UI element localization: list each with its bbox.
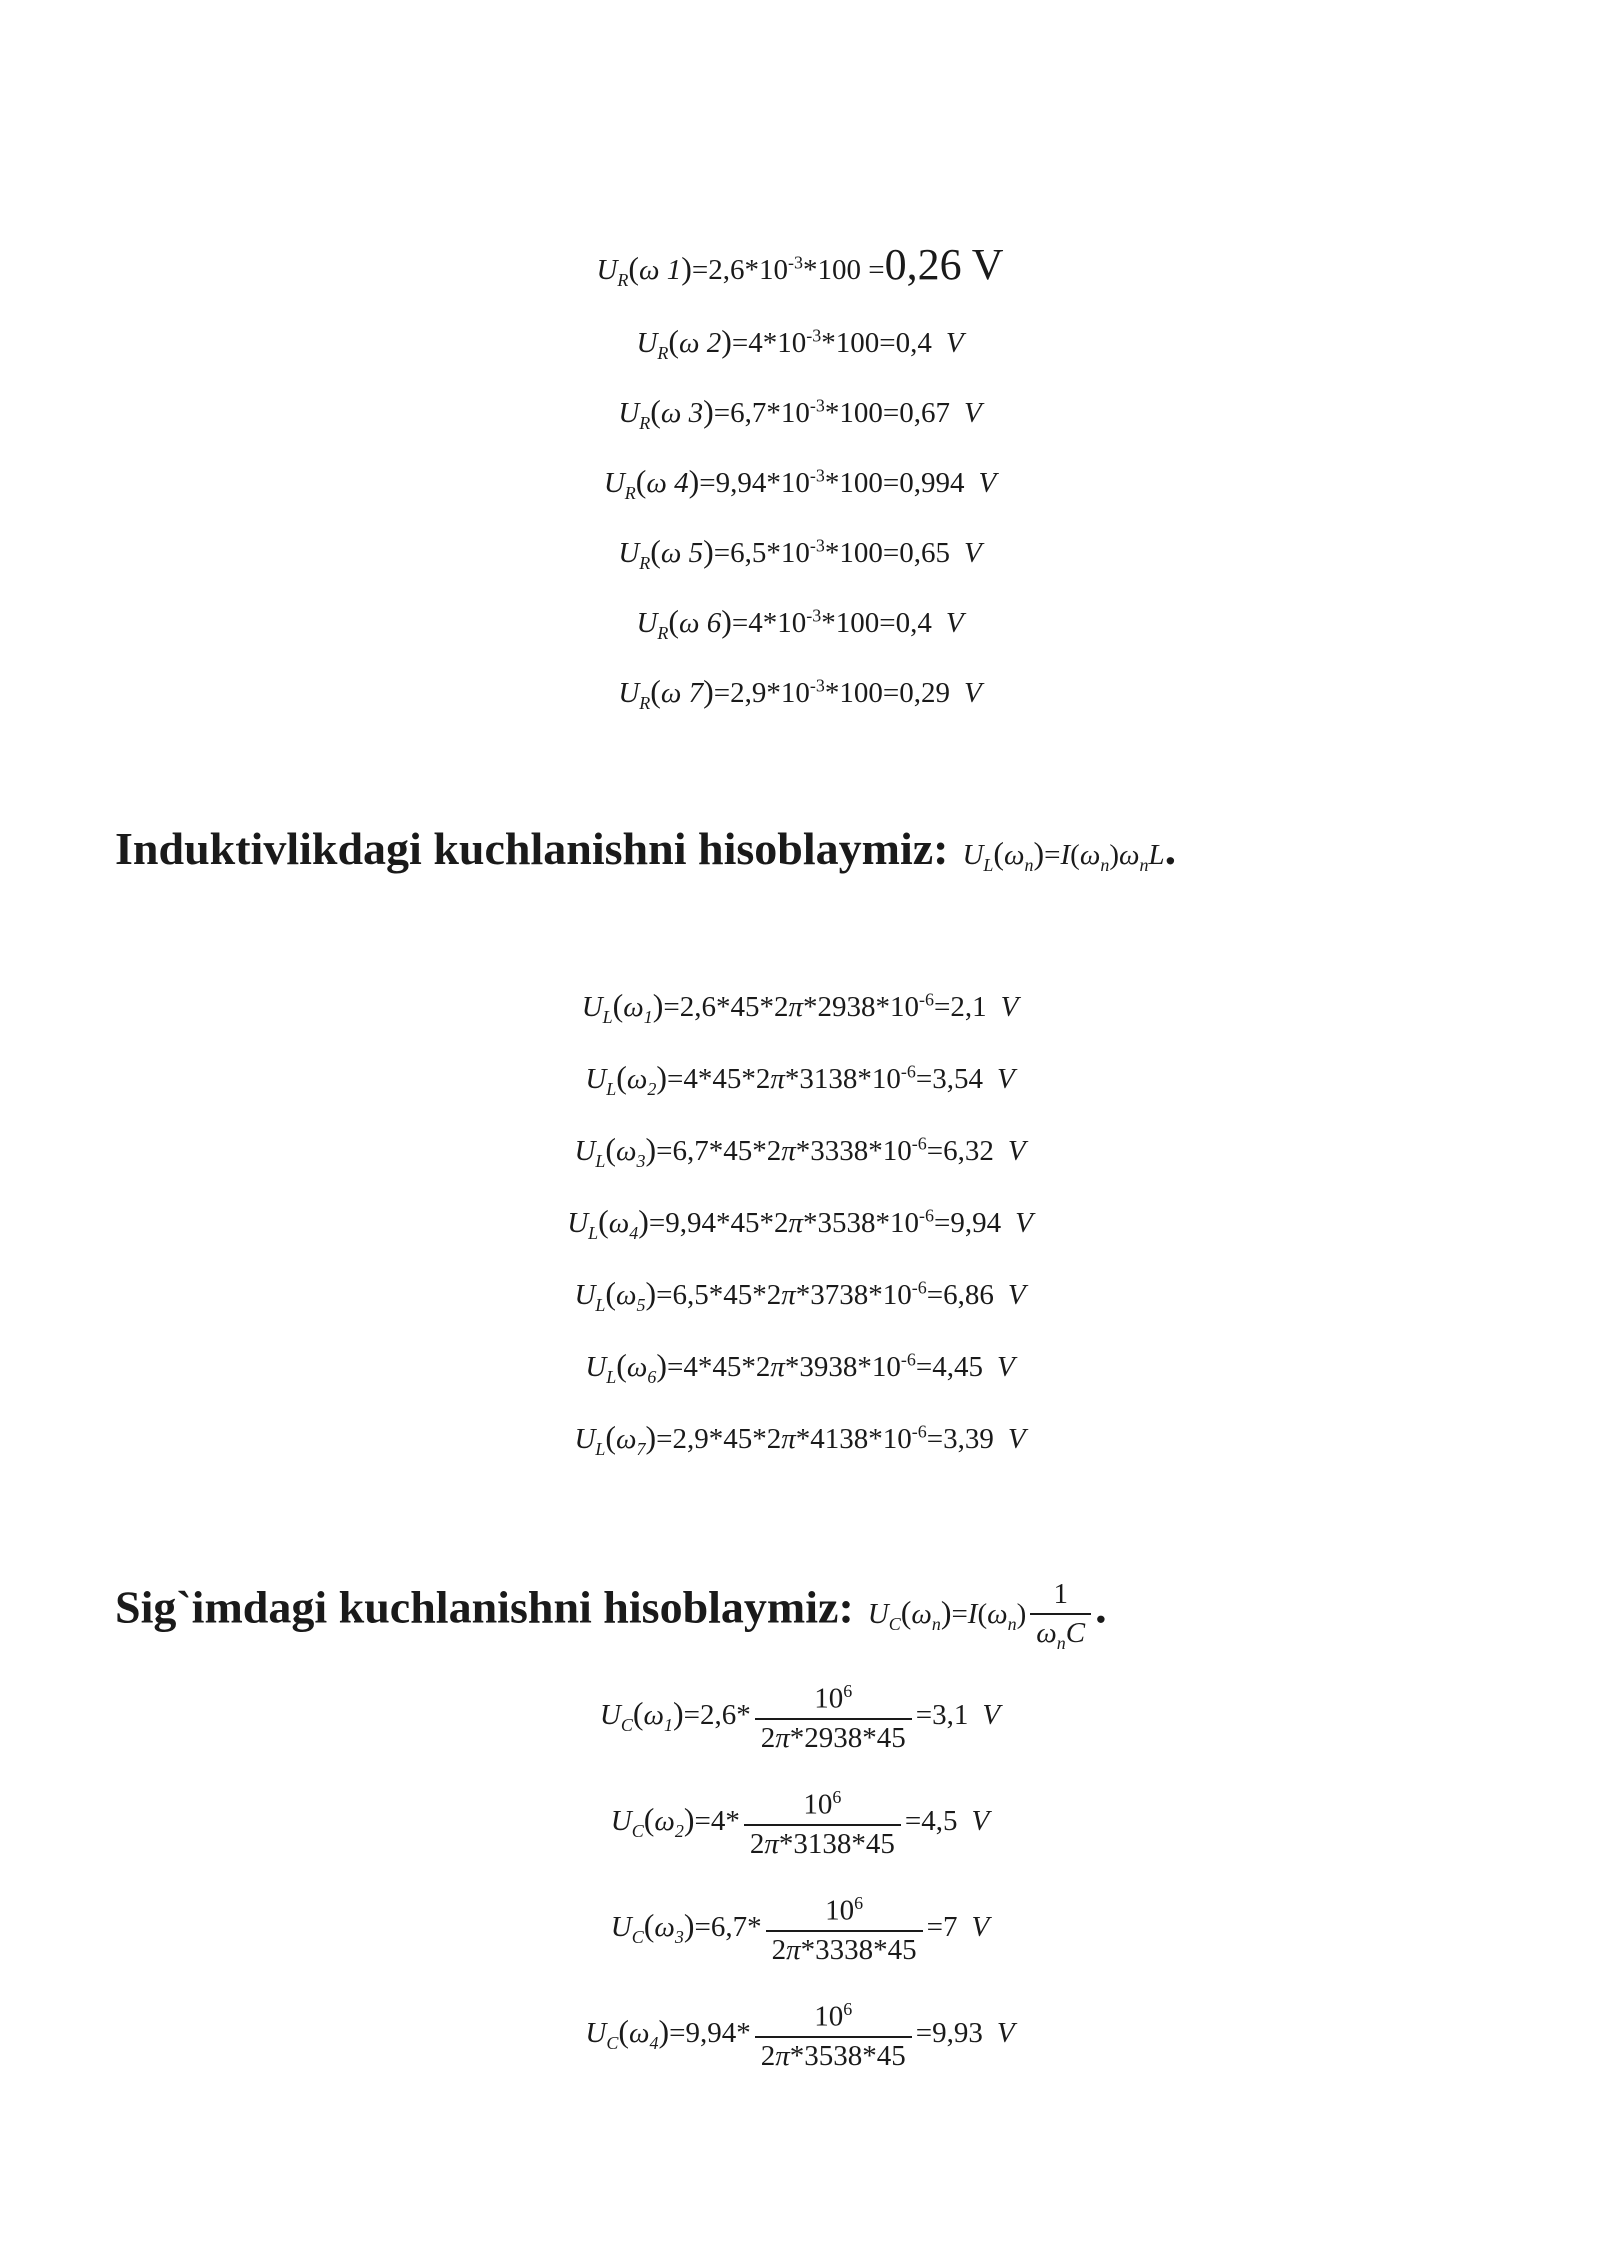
- ul-equation-6: $U_L(\omega_6)=4*45*2\pi*3938*10^{-6}=4,45$ V: [585, 1348, 1015, 1387]
- uc-equation-3: $U_C(\omega_3)=6,7*$ $\frac{10^6}{2\pi*3338*45}$ =7 V: [610, 1893, 990, 1966]
- uc-equation-1: $U_C(\omega_1)=2,6*$ $\frac{10^6}{2\pi*2938*45}$ =3,1 V: [599, 1681, 1001, 1754]
- heading-capacitance-text: Sig`imdagi kuchlanishni hisoblaymiz:: [115, 1581, 854, 1633]
- uc-fraction: $\frac{10^6}{2\pi*3538*45}$: [755, 2000, 912, 2071]
- ul-equation-4: $U_L(\omega_4)=9,94*45*2\pi*3538*10^{-6}=9,94$ V: [567, 1204, 1033, 1243]
- uc-fraction: $\frac{10^6}{2\pi*3138*45}$: [744, 1788, 901, 1859]
- ur-equation-7: $U_R(\omega$ $7)=2,9*10^{-3}*100=0,29$ V: [618, 674, 982, 713]
- heading-inductance-text: Induktivlikdagi kuchlanishni hisoblaymiz:: [115, 823, 949, 874]
- ur-equation-1: $U_R(\omega$ $1)=2,6*10^{-3}*100 =0,26$ V: [596, 240, 1004, 290]
- heading-inductance: Induktivlikdagi kuchlanishni hisoblaymiz: $U_L(\omega_n)=I(\omega_n)\omega_nL$.: [115, 823, 1177, 875]
- uc-fraction: $\frac{10^6}{2\pi*3338*45}$: [766, 1894, 923, 1965]
- uc-equation-4: $U_C(\omega_4)=9,94*$ $\frac{10^6}{2\pi*3538*45}$ =9,93 V: [585, 1999, 1015, 2072]
- ul-equation-5: $U_L(\omega_5)=6,5*45*2\pi*3738*10^{-6}=6,86$ V: [574, 1276, 1026, 1315]
- capacitance-formula: $U_C(\omega_n)=I(\omega_n)$ $\frac{1}{\omega_nC}$: [868, 1598, 1095, 1630]
- ur-equation-2: $U_R(\omega$ $2)=4*10^{-3}*100=0,4$ V: [636, 324, 964, 363]
- ur-equation-6: $U_R(\omega$ $6)=4*10^{-3}*100=0,4$ V: [636, 604, 964, 643]
- ul-equation-3: $U_L(\omega_3)=6,7*45*2\pi*3338*10^{-6}=6,32$ V: [574, 1132, 1026, 1171]
- ul-equation-1: $U_L(\omega_1)=2,6*45*2\pi*2938*10^{-6}=2,1$ V: [581, 988, 1019, 1027]
- ur-equation-4: $U_R(\omega$ $4)=9,94*10^{-3}*100=0,994$ V: [603, 464, 997, 503]
- ul-equation-2: $U_L(\omega_2)=4*45*2\pi*3138*10^{-6}=3,54$ V: [585, 1060, 1015, 1099]
- uc-fraction: $\frac{10^6}{2\pi*2938*45}$: [755, 1682, 912, 1753]
- heading-capacitance: Sig`imdagi kuchlanishni hisoblaymiz: $U_C(\omega_n)=I(\omega_n)$ $\frac{1}{\omega_nC}$ .: [115, 1578, 1107, 1653]
- ur-equation-5: $U_R(\omega$ $5)=6,5*10^{-3}*100=0,65$ V: [618, 534, 982, 573]
- capacitance-fraction: $\frac{1}{\omega_nC}$: [1030, 1580, 1091, 1652]
- ul-equation-7: $U_L(\omega_7)=2,9*45*2\pi*4138*10^{-6}=3,39$ V: [574, 1420, 1026, 1459]
- uc-equation-2: $U_C(\omega_2)=4*$ $\frac{10^6}{2\pi*3138*45}$ =4,5 V: [610, 1787, 990, 1860]
- ur-equation-3: $U_R(\omega$ $3)=6,7*10^{-3}*100=0,67$ V: [618, 394, 982, 433]
- inductance-formula: $U_L(\omega_n)=I(\omega_n)\omega_nL$: [962, 836, 1165, 875]
- ur-result-big: 0,26 V: [884, 240, 1004, 289]
